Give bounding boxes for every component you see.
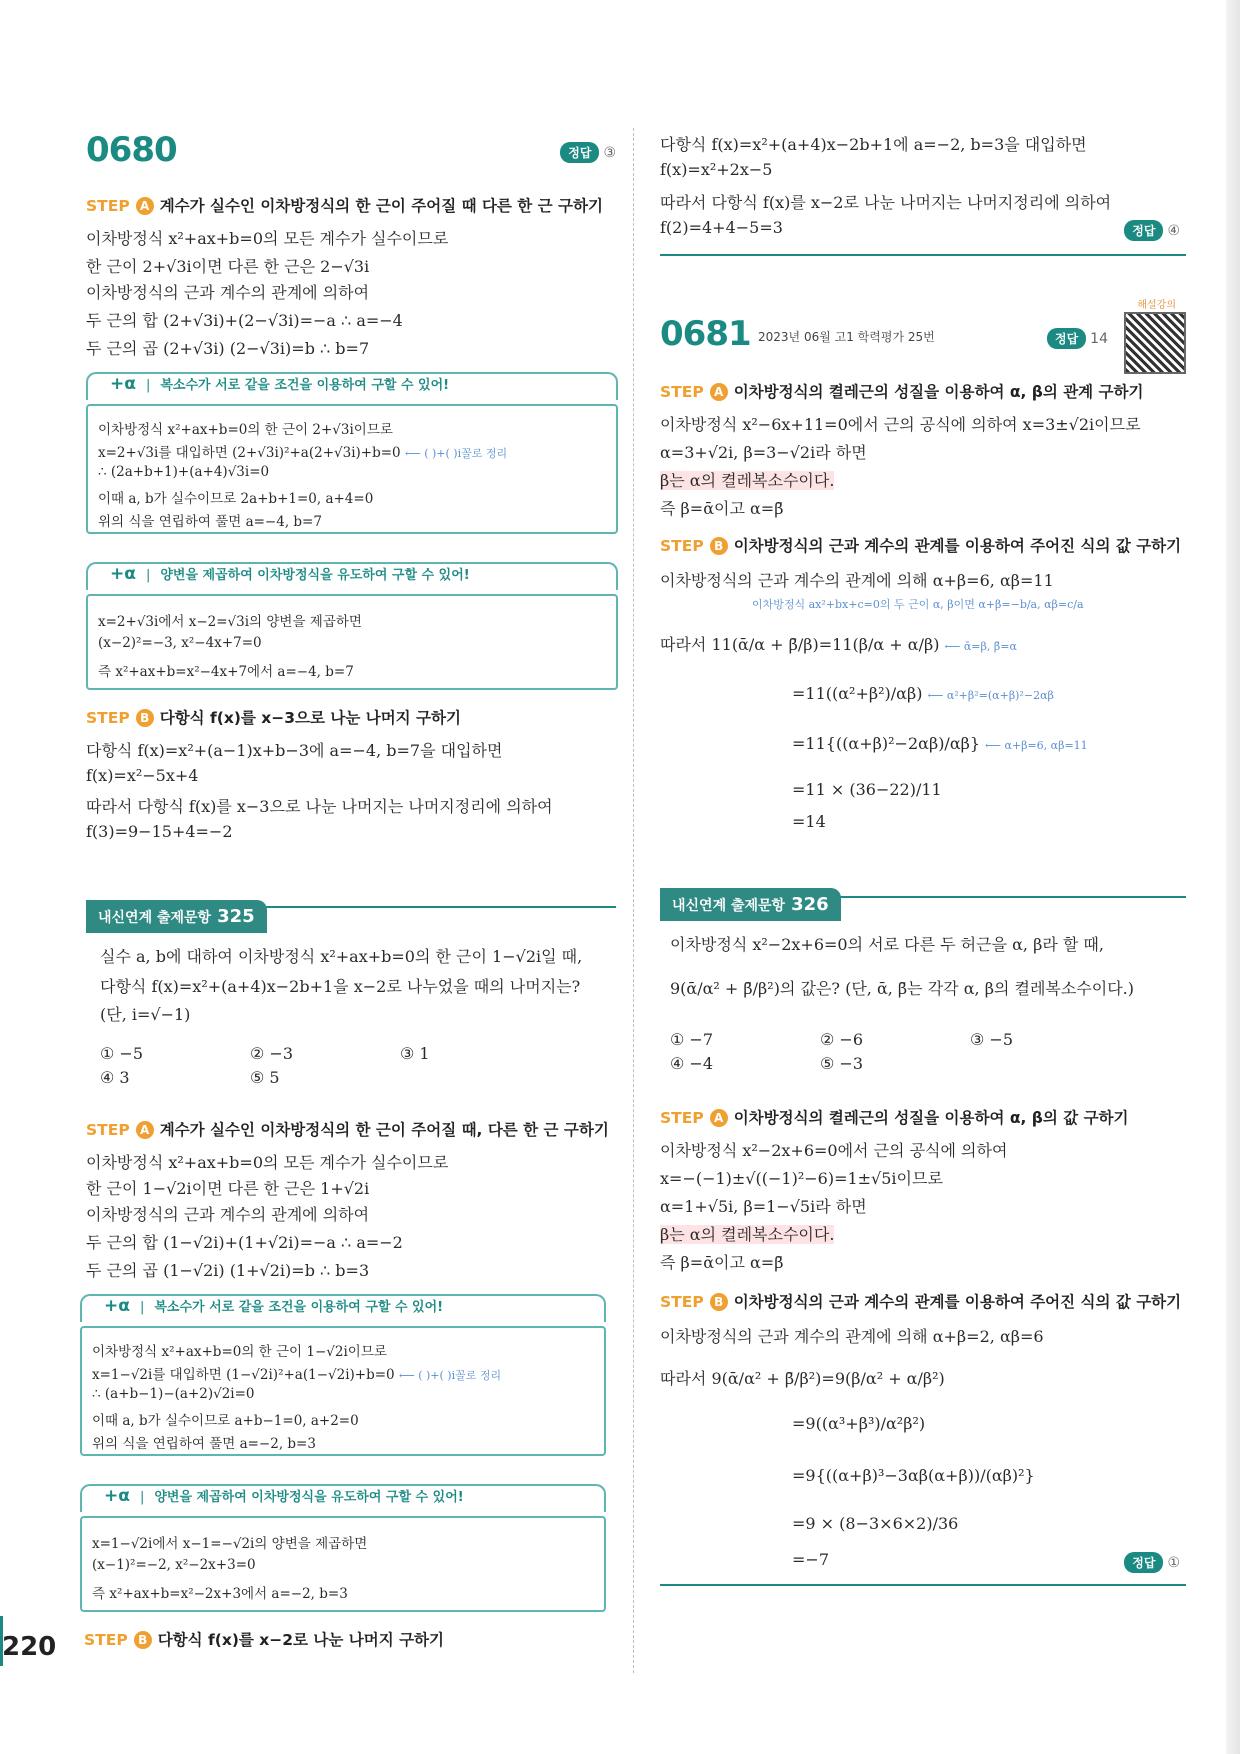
step-title: 이차방정식의 켤레근의 성질을 이용하여 α, β의 값 구하기 bbox=[733, 1109, 1129, 1127]
answer-label: 정답 bbox=[1124, 1552, 1163, 1573]
section-rule bbox=[660, 254, 1186, 256]
box-line-text: x=1−√2i를 대입하면 (1−√2i)²+a(1−√2i)+b=0 bbox=[92, 1367, 395, 1383]
step-a-heading bbox=[86, 1118, 609, 1140]
box-line: x=2+√3i에서 x−2=√3i의 양변을 제곱하면 bbox=[98, 614, 362, 630]
step-b-heading bbox=[86, 706, 461, 728]
linked-label-text: 내신연계 출제문항 bbox=[672, 898, 786, 914]
calc-line: =9{((α+β)³−3αβ(α+β))/(αβ)²} bbox=[792, 1466, 1035, 1485]
question-line: (단, i=√−1) bbox=[100, 1005, 191, 1024]
text-line: 이차방정식 x²+ax+b=0의 모든 계수가 실수이므로 bbox=[86, 229, 449, 248]
choice[interactable]: ③ −5 bbox=[970, 1030, 1014, 1049]
answer-box bbox=[560, 142, 616, 163]
calc-line: =−7 bbox=[792, 1550, 829, 1569]
calc-note: ⟵ α²+β²=(α+β)²−2αβ bbox=[927, 689, 1054, 702]
box-title: 양변을 제곱하여 이차방정식을 유도하여 구할 수 있어! bbox=[160, 568, 470, 583]
box-line bbox=[98, 441, 507, 461]
box-line: 위의 식을 연립하여 풀면 a=−4, b=7 bbox=[98, 514, 322, 530]
calc-text: 따라서 11(ᾱ/α + β̄/β)=11(β/α + α/β) bbox=[660, 635, 940, 654]
left-column bbox=[86, 0, 616, 1754]
step-b-heading bbox=[660, 534, 1181, 556]
plus-alpha-icon: +α bbox=[110, 374, 136, 394]
calc-line bbox=[660, 632, 1017, 655]
box-line bbox=[92, 1363, 501, 1383]
box-line: 이차방정식 x²+ax+b=0의 한 근이 1−√2i이므로 bbox=[92, 1344, 387, 1360]
box-tab bbox=[80, 1294, 606, 1322]
text-line: 다항식 f(x)=x²+(a+4)x−2b+1에 a=−2, b=3을 대입하면 bbox=[660, 135, 1087, 154]
answer-value: ④ bbox=[1167, 223, 1180, 239]
step-b-heading bbox=[660, 1290, 1181, 1312]
text-line: 이차방정식의 근과 계수의 관계에 의하여 bbox=[86, 1205, 370, 1224]
text-line: f(3)=9−15+4=−2 bbox=[86, 822, 233, 841]
answer-value: ① bbox=[1167, 1555, 1180, 1571]
problem-number: 0680 bbox=[86, 130, 177, 170]
choice[interactable]: ③ 1 bbox=[400, 1044, 430, 1063]
step-badge: A bbox=[710, 383, 728, 401]
question-line: 이차방정식 x²−2x+6=0의 서로 다른 두 허근을 α, β라 할 때, bbox=[670, 935, 1104, 954]
step-badge: B bbox=[134, 1631, 152, 1649]
choice[interactable]: ② −6 bbox=[820, 1030, 864, 1049]
text-line: 이차방정식의 근과 계수의 관계에 의해 α+β=2, αβ=6 bbox=[660, 1327, 1044, 1346]
problem-0680-header bbox=[86, 128, 616, 176]
step-b-heading bbox=[84, 1628, 444, 1650]
calc-line: 따라서 9(ᾱ/α² + β̄/β²)=9(β/α² + α/β²) bbox=[660, 1369, 945, 1388]
text-line: 이차방정식 x²+ax+b=0의 모든 계수가 실수이므로 bbox=[86, 1153, 449, 1172]
step-a-heading bbox=[86, 194, 603, 216]
text-line: f(2)=4+4−5=3 bbox=[660, 218, 783, 237]
linked-question-label bbox=[86, 900, 267, 933]
page-edge bbox=[1226, 0, 1240, 1754]
step-tag: STEP bbox=[86, 1121, 130, 1139]
box-line-text: x=2+√3i를 대입하면 (2+√3i)²+a(2+√3i)+b=0 bbox=[98, 445, 401, 461]
tab-separator: | bbox=[139, 1300, 145, 1315]
text-line bbox=[660, 468, 834, 491]
question-line: 실수 a, b에 대하여 이차방정식 x²+ax+b=0의 한 근이 1−√2i일 때, bbox=[100, 947, 583, 966]
formula-note: 이차방정식 ax²+bx+c=0의 두 근이 α, β이면 α+β=−b/a, αβ=c/a bbox=[752, 598, 1084, 611]
question-line: 다항식 f(x)=x²+(a+4)x−2b+1을 x−2로 나누었을 때의 나머지는? bbox=[100, 977, 581, 996]
box-title: 복소수가 서로 같을 조건을 이용하여 구할 수 있어! bbox=[160, 378, 450, 393]
plus-alpha-box bbox=[80, 1296, 606, 1456]
step-tag: STEP bbox=[660, 1293, 704, 1311]
step-tag: STEP bbox=[86, 197, 130, 215]
plus-alpha-icon: +α bbox=[110, 564, 136, 584]
step-title: 계수가 실수인 이차방정식의 한 근이 주어질 때, 다른 한 근 구하기 bbox=[159, 1121, 609, 1139]
answer-value: 14 bbox=[1090, 331, 1108, 347]
box-line: (x−1)²=−2, x²−2x+3=0 bbox=[92, 1557, 256, 1573]
text-line: 두 근의 곱 (1−√2i) (1+√2i)=b ∴ b=3 bbox=[86, 1261, 370, 1280]
step-title: 이차방정식의 근과 계수의 관계를 이용하여 주어진 식의 값 구하기 bbox=[733, 537, 1182, 555]
calc-line: =11 × (36−22)/11 bbox=[792, 780, 942, 799]
highlight-text: β는 α의 켤레복소수이다. bbox=[660, 471, 835, 490]
answer-box bbox=[1047, 328, 1108, 349]
problem-0681-header bbox=[660, 300, 1186, 374]
text-line: x=−(−1)±√((−1)²−6)=1±√5i이므로 bbox=[660, 1169, 943, 1188]
choice[interactable]: ④ 3 bbox=[100, 1068, 130, 1087]
page-number: 220 bbox=[2, 1632, 57, 1662]
plus-alpha-box bbox=[86, 564, 618, 690]
plus-alpha-icon: +α bbox=[104, 1486, 130, 1506]
text-line bbox=[660, 1222, 834, 1245]
calc-text: =11((α²+β²)/αβ) bbox=[792, 684, 923, 703]
text-line: α=3+√2i, β=3−√2i라 하면 bbox=[660, 443, 867, 462]
plus-alpha-box bbox=[80, 1486, 606, 1612]
choice[interactable]: ① −7 bbox=[670, 1030, 714, 1049]
text-line: 다항식 f(x)=x²+(a−1)x+b−3에 a=−4, b=7을 대입하면 bbox=[86, 741, 503, 760]
problem-number: 0681 bbox=[660, 314, 751, 354]
calc-line bbox=[792, 734, 1088, 753]
step-title: 이차방정식의 근과 계수의 관계를 이용하여 주어진 식의 값 구하기 bbox=[733, 1293, 1182, 1311]
qr-label: 해설강의 bbox=[1137, 300, 1176, 311]
text-line: 이차방정식의 근과 계수의 관계에 의하여 bbox=[86, 283, 370, 302]
step-badge: B bbox=[710, 1293, 728, 1311]
box-title: 양변을 제곱하여 이차방정식을 유도하여 구할 수 있어! bbox=[154, 1490, 464, 1505]
box-note-text: ( )+( )i꼴로 정리 bbox=[424, 447, 508, 460]
linked-label-text: 내신연계 출제문항 bbox=[98, 910, 212, 926]
linked-number: 326 bbox=[791, 894, 829, 915]
step-badge: B bbox=[136, 709, 154, 727]
plus-alpha-icon: +α bbox=[104, 1296, 130, 1316]
box-line: 이차방정식 x²+ax+b=0의 한 근이 2+√3i이므로 bbox=[98, 422, 393, 438]
step-tag: STEP bbox=[86, 709, 130, 727]
answer-label: 정답 bbox=[1124, 220, 1163, 241]
calc-line bbox=[792, 684, 1054, 703]
text-line: 한 근이 1−√2i이면 다른 한 근은 1+√2i bbox=[86, 1179, 370, 1198]
tab-separator: | bbox=[145, 378, 151, 393]
calc-line: =9 × (8−3×6×2)/36 bbox=[792, 1514, 959, 1533]
box-line: 즉 x²+ax+b=x²−2x+3에서 a=−2, b=3 bbox=[92, 1586, 348, 1602]
text-line: f(x)=x²+2x−5 bbox=[660, 160, 773, 179]
box-note: ⟵ ( )+( )i꼴로 정리 bbox=[404, 447, 508, 460]
step-badge: A bbox=[136, 1121, 154, 1139]
step-tag: STEP bbox=[660, 537, 704, 555]
choice[interactable]: ⑤ −3 bbox=[820, 1054, 864, 1073]
box-tab bbox=[86, 372, 618, 400]
box-line: 이때 a, b가 실수이므로 a+b−1=0, a+2=0 bbox=[92, 1413, 359, 1429]
highlight-text: β는 α의 켤레복소수이다. bbox=[660, 1225, 835, 1244]
calc-note-text: ᾱ=β, β̄=α bbox=[963, 640, 1017, 653]
step-badge: A bbox=[710, 1109, 728, 1127]
text-line: f(x)=x²−5x+4 bbox=[86, 766, 199, 785]
step-tag: STEP bbox=[660, 1109, 704, 1127]
question-line: 9(ᾱ/α² + β̄/β²)의 값은? (단, ᾱ, β̄는 각각 α, β의 켤레복소수이다.) bbox=[670, 979, 1135, 998]
calc-note-text: α²+β²=(α+β)²−2αβ bbox=[946, 689, 1054, 702]
calc-line: =14 bbox=[792, 812, 826, 831]
step-tag: STEP bbox=[660, 383, 704, 401]
text-line: 따라서 다항식 f(x)를 x−2로 나눈 나머지는 나머지정리에 의하여 bbox=[660, 193, 1112, 212]
box-tab bbox=[80, 1484, 606, 1512]
box-line: ∴ (a+b−1)−(a+2)√2i=0 bbox=[92, 1386, 255, 1402]
tab-separator: | bbox=[139, 1490, 145, 1505]
calc-note-text: α+β=6, αβ=11 bbox=[1004, 739, 1088, 752]
exam-source: 2023년 06월 고1 학력평가 25번 bbox=[758, 330, 935, 344]
text-line: 두 근의 합 (2+√3i)+(2−√3i)=−a ∴ a=−4 bbox=[86, 311, 403, 330]
answer-label: 정답 bbox=[1047, 328, 1086, 349]
right-column bbox=[660, 0, 1186, 1754]
text-line: 두 근의 곱 (2+√3i) (2−√3i)=b ∴ b=7 bbox=[86, 339, 370, 358]
text-line: 이차방정식 x²−2x+6=0에서 근의 공식에 의하여 bbox=[660, 1141, 1008, 1160]
answer-label: 정답 bbox=[560, 142, 599, 163]
calc-note: ⟵ ᾱ=β, β̄=α bbox=[944, 640, 1017, 653]
choice[interactable]: ④ −4 bbox=[670, 1054, 714, 1073]
box-line: x=1−√2i에서 x−1=−√2i의 양변을 제곱하면 bbox=[92, 1536, 368, 1552]
text-line: 즉 β=ᾱ이고 α=β̄ bbox=[660, 1253, 784, 1272]
calc-line: =9((α³+β³)/α²β²) bbox=[792, 1414, 926, 1433]
step-a-heading bbox=[660, 380, 1143, 402]
box-line: 이때 a, b가 실수이므로 2a+b+1=0, a+4=0 bbox=[98, 491, 374, 507]
text-line: 이차방정식 x²−6x+11=0에서 근의 공식에 의하여 x=3±√2i이므로 bbox=[660, 415, 1141, 434]
qr-code-icon[interactable] bbox=[1124, 312, 1186, 374]
answer-box bbox=[1124, 1552, 1180, 1573]
box-tab bbox=[86, 562, 618, 590]
text-line: 한 근이 2+√3i이면 다른 한 근은 2−√3i bbox=[86, 257, 370, 276]
box-title: 복소수가 서로 같을 조건을 이용하여 구할 수 있어! bbox=[154, 1300, 444, 1315]
text-line: 즉 β=ᾱ이고 α=β̄ bbox=[660, 499, 784, 518]
text-line: α=1+√5i, β=1−√5i라 하면 bbox=[660, 1197, 867, 1216]
text-line: 따라서 다항식 f(x)를 x−3으로 나눈 나머지는 나머지정리에 의하여 bbox=[86, 797, 553, 816]
box-note-text: ( )+( )i꼴로 정리 bbox=[418, 1369, 502, 1382]
plus-alpha-box bbox=[86, 374, 618, 534]
step-title: 다항식 f(x)를 x−3으로 나눈 나머지 구하기 bbox=[159, 709, 461, 727]
step-title: 이차방정식의 켤레근의 성질을 이용하여 α, β의 관계 구하기 bbox=[733, 383, 1144, 401]
step-title: 다항식 f(x)를 x−2로 나눈 나머지 구하기 bbox=[157, 1631, 444, 1649]
calc-text: =11{((α+β)²−2αβ)/αβ} bbox=[792, 734, 981, 753]
box-line: ∴ (2a+b+1)+(a+4)√3i=0 bbox=[98, 464, 270, 480]
box-line: (x−2)²=−3, x²−4x+7=0 bbox=[98, 635, 262, 651]
choice[interactable]: ⑤ 5 bbox=[250, 1068, 280, 1087]
box-line: 위의 식을 연립하여 풀면 a=−2, b=3 bbox=[92, 1436, 316, 1452]
choice[interactable]: ② −3 bbox=[250, 1044, 294, 1063]
text-line: 두 근의 합 (1−√2i)+(1+√2i)=−a ∴ a=−2 bbox=[86, 1233, 403, 1252]
step-a-heading bbox=[660, 1106, 1129, 1128]
box-line: 즉 x²+ax+b=x²−4x+7에서 a=−4, b=7 bbox=[98, 664, 354, 680]
tab-separator: | bbox=[145, 568, 151, 583]
choice[interactable]: ① −5 bbox=[100, 1044, 144, 1063]
calc-note: ⟵ α+β=6, αβ=11 bbox=[985, 739, 1088, 752]
box-note: ⟵ ( )+( )i꼴로 정리 bbox=[398, 1369, 502, 1382]
section-rule bbox=[660, 1584, 1186, 1586]
step-tag: STEP bbox=[84, 1631, 128, 1649]
step-badge: A bbox=[136, 197, 154, 215]
answer-value: ③ bbox=[603, 145, 616, 161]
linked-question-label bbox=[660, 888, 841, 921]
step-title: 계수가 실수인 이차방정식의 한 근이 주어질 때 다른 한 근 구하기 bbox=[159, 197, 603, 215]
step-badge: B bbox=[710, 537, 728, 555]
linked-number: 325 bbox=[217, 906, 255, 927]
text-line: 이차방정식의 근과 계수의 관계에 의해 α+β=6, αβ=11 bbox=[660, 571, 1054, 590]
answer-box bbox=[1124, 220, 1180, 241]
column-divider bbox=[633, 128, 634, 1673]
